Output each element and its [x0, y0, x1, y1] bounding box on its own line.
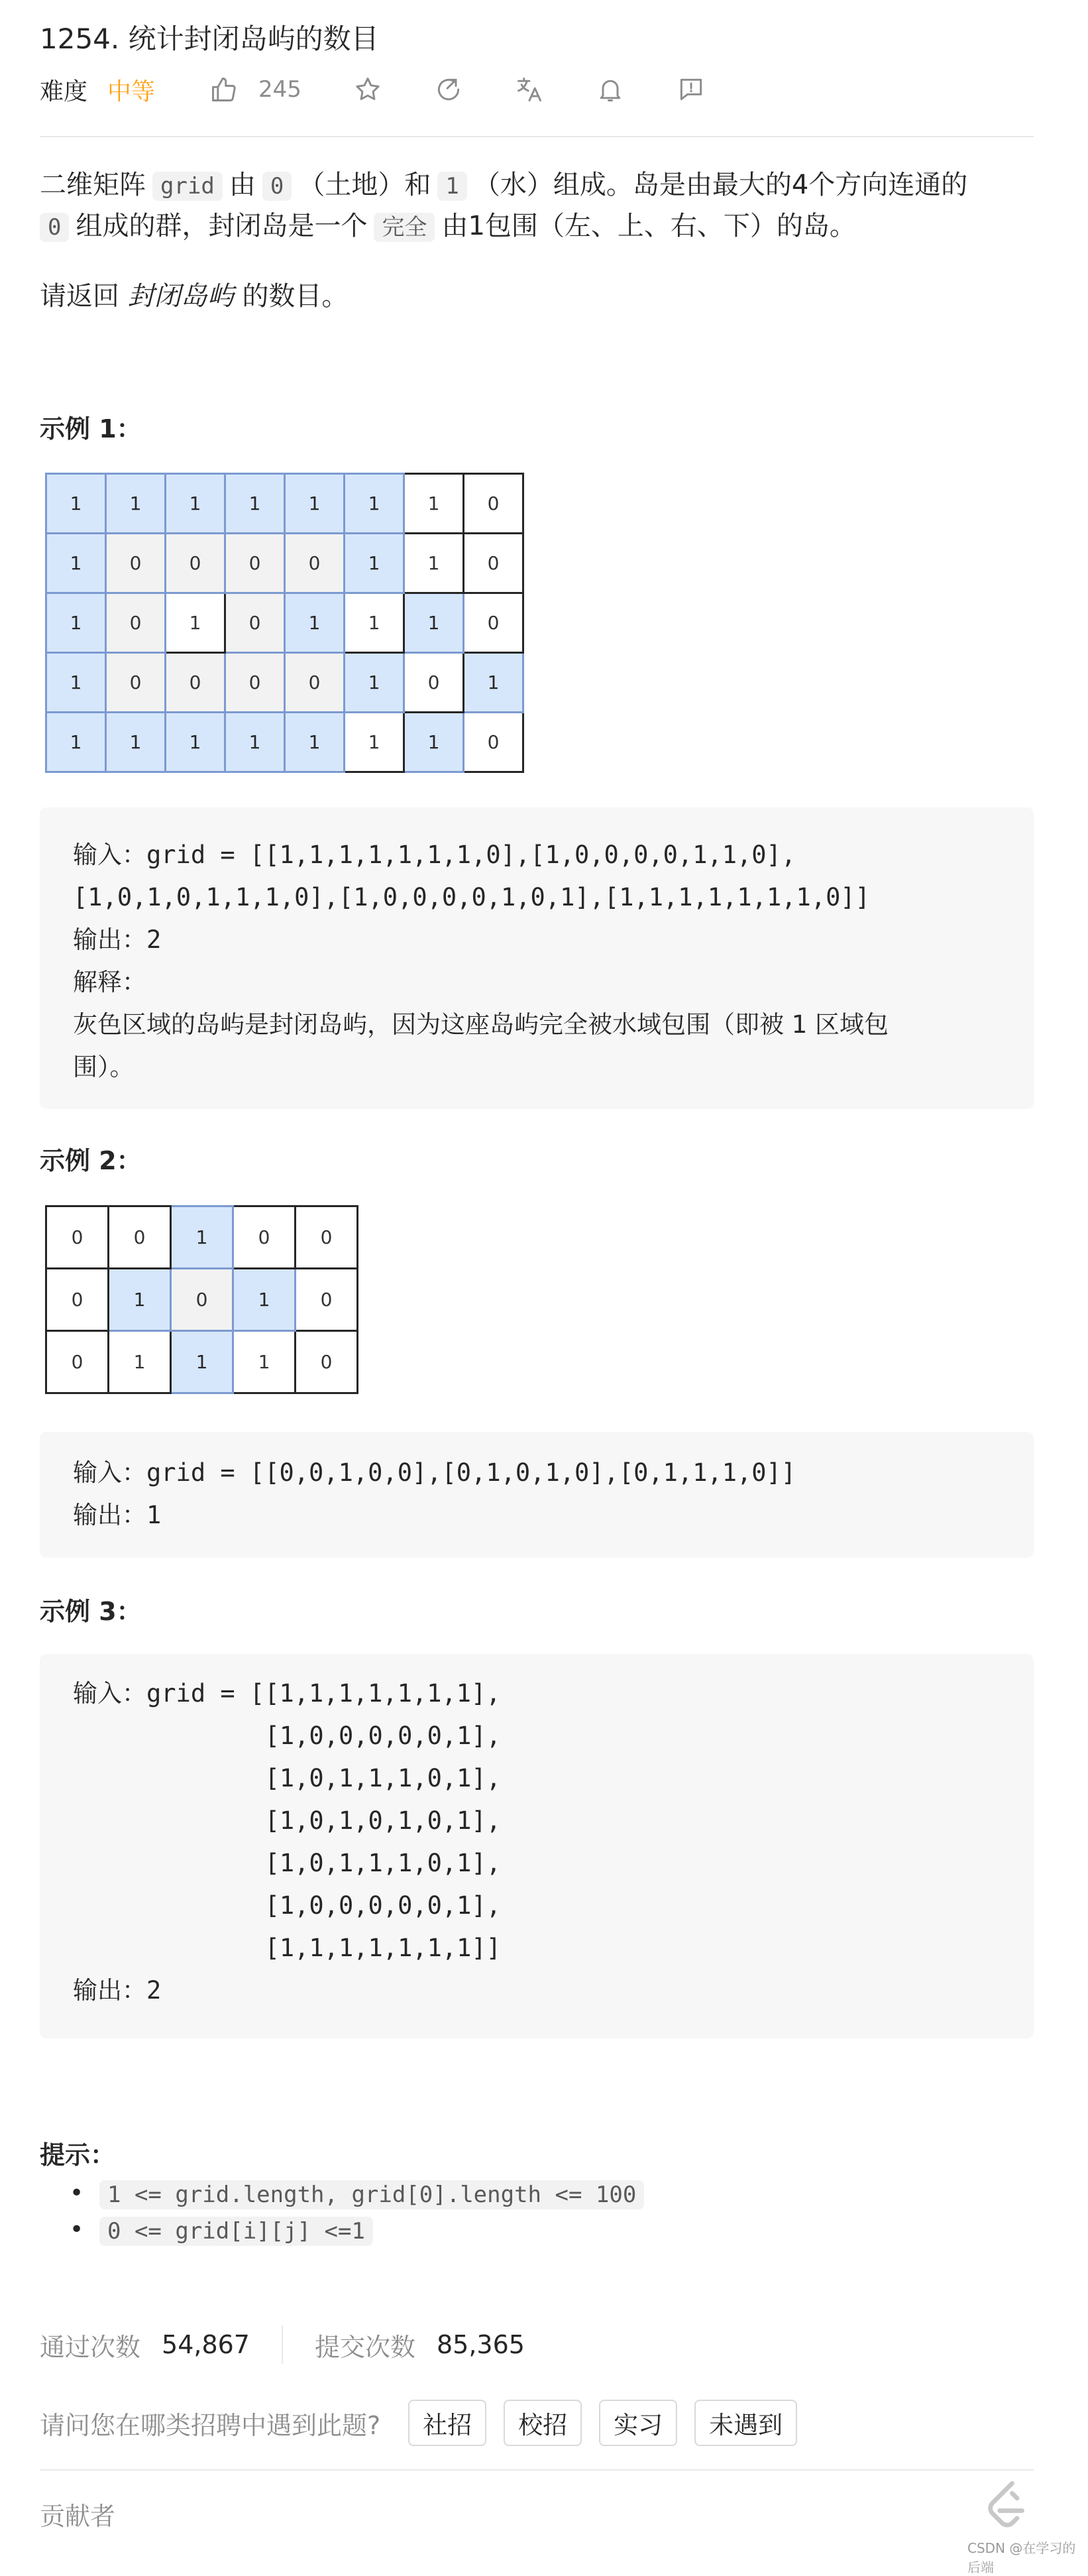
feedback-button[interactable] — [677, 75, 706, 104]
feedback-icon — [677, 75, 706, 104]
share-button[interactable] — [434, 75, 463, 104]
code-line: [1,0,1,1,1,0,1], — [73, 1849, 502, 1877]
code-line: 输出：1 — [73, 1501, 162, 1529]
grid-cell: 1 — [109, 1331, 171, 1393]
grid-cell: 1 — [225, 474, 285, 534]
grid-cell: 0 — [106, 593, 166, 653]
grid-cell: 1 — [171, 1206, 233, 1269]
bell-icon — [596, 75, 625, 104]
grid-cell: 0 — [46, 1269, 109, 1331]
grid-cell: 0 — [109, 1206, 171, 1269]
description-paragraph-3: 请返回 封闭岛屿 的数目。 — [40, 281, 349, 312]
accepted-value: 54,867 — [162, 2330, 250, 2359]
grid-cell: 1 — [46, 713, 106, 772]
grid-cell: 1 — [106, 713, 166, 772]
grid-cell: 0 — [166, 653, 225, 713]
grid-cell: 1 — [464, 653, 523, 713]
grid-cell: 0 — [106, 534, 166, 593]
grid-cell: 1 — [285, 713, 345, 772]
grid-cell: 1 — [166, 474, 225, 534]
favorite-button[interactable] — [353, 75, 382, 104]
survey-option-social[interactable]: 社招 — [408, 2400, 486, 2446]
grid-cell: 0 — [464, 593, 523, 653]
grid-cell: 1 — [106, 474, 166, 534]
grid-cell: 1 — [404, 534, 464, 593]
code-line: [1,0,1,0,1,0,1], — [73, 1806, 502, 1835]
code-line: 解释： — [73, 968, 146, 996]
grid-cell: 1 — [404, 474, 464, 534]
survey-option-campus[interactable]: 校招 — [504, 2400, 582, 2446]
grid-cell: 1 — [225, 713, 285, 772]
tip-item: • 0 <= grid[i][j] <=1 — [99, 2217, 644, 2245]
difficulty-value: 中等 — [107, 78, 156, 105]
survey-option-intern[interactable]: 实习 — [599, 2400, 677, 2446]
grid-cell: 1 — [233, 1269, 296, 1331]
code-line: 灰色区域的岛屿是封闭岛屿，因为这座岛屿完全被水域包围（即被 1 区域包 — [73, 1010, 889, 1039]
tips-list — [99, 2181, 644, 2254]
grid-cell: 1 — [46, 593, 106, 653]
grid-cell: 0 — [106, 653, 166, 713]
grid-cell: 0 — [225, 593, 285, 653]
contributors-section[interactable]: 贡献者 — [40, 2502, 116, 2531]
header-divider — [40, 136, 1034, 137]
stats-separator — [282, 2325, 283, 2364]
grid-cell: 1 — [345, 653, 404, 713]
code-line: [1,0,1,0,1,1,1,0],[1,0,0,0,0,1,0,1],[1,1,1,1,1,1,1,0]] — [73, 883, 870, 911]
translate-icon — [515, 75, 544, 104]
submitted-value: 85,365 — [437, 2330, 525, 2359]
grid-cell: 1 — [166, 593, 225, 653]
example-1-code-block — [40, 807, 1034, 1109]
grid-cell: 0 — [464, 474, 523, 534]
grid-cell: 0 — [296, 1269, 358, 1331]
grid-cell: 1 — [345, 474, 404, 534]
tips-heading: 提示： — [40, 2140, 116, 2170]
star-icon — [353, 75, 382, 104]
interview-survey — [40, 2400, 814, 2446]
grid-cell: 1 — [404, 713, 464, 772]
watermark-text: CSDN @在学习的后端 — [967, 2540, 1076, 2575]
grid-cell: 0 — [166, 534, 225, 593]
submission-stats — [40, 2325, 525, 2364]
example-3-code-block — [40, 1654, 1034, 2038]
code-line: 围）。 — [73, 1053, 135, 1081]
grid-cell: 1 — [345, 713, 404, 772]
translate-button[interactable] — [515, 75, 544, 104]
grid-cell: 1 — [345, 593, 404, 653]
grid-cell: 1 — [171, 1331, 233, 1393]
grid-cell: 0 — [464, 713, 523, 772]
submitted-label: 提交次数 — [314, 2332, 415, 2362]
thumbs-up-icon — [209, 75, 239, 104]
example-2-grid — [45, 1205, 358, 1394]
code-line: [1,0,0,0,0,0,1], — [73, 1891, 502, 1920]
grid-cell: 0 — [285, 653, 345, 713]
leetcode-logo-icon — [977, 2476, 1037, 2536]
problem-meta-bar — [40, 72, 706, 107]
grid-cell: 0 — [171, 1269, 233, 1331]
like-button[interactable] — [209, 75, 301, 104]
grid-cell: 1 — [109, 1269, 171, 1331]
grid-cell: 0 — [285, 534, 345, 593]
grid-cell: 1 — [166, 713, 225, 772]
description-paragraph-2: 0 组成的群，封闭岛是一个 完全 由1包围（左、上、右、下）的岛。 — [40, 205, 856, 248]
difficulty-label: 难度 — [40, 78, 88, 105]
code-line: [1,0,1,1,1,0,1], — [73, 1764, 502, 1792]
grid-cell: 1 — [404, 593, 464, 653]
grid-cell: 1 — [233, 1331, 296, 1393]
grid-cell: 0 — [233, 1206, 296, 1269]
code-line: 输入：grid = [[1,1,1,1,1,1,1], — [73, 1679, 501, 1708]
grid-cell: 0 — [46, 1206, 109, 1269]
code-line: [1,0,0,0,0,0,1], — [73, 1722, 502, 1750]
grid-cell: 1 — [285, 593, 345, 653]
survey-option-none[interactable]: 未遇到 — [694, 2400, 797, 2446]
subscribe-button[interactable] — [596, 75, 625, 104]
survey-question: 请问您在哪类招聘中遇到此题? — [40, 2410, 381, 2440]
problem-title: 1254. 统计封闭岛屿的数目 — [40, 23, 379, 55]
grid-cell: 0 — [46, 1331, 109, 1393]
grid-cell: 1 — [345, 534, 404, 593]
grid-cell: 0 — [225, 653, 285, 713]
tip-item: • 1 <= grid.length, grid[0].length <= 100 — [99, 2181, 644, 2208]
grid-cell: 1 — [46, 534, 106, 593]
example-2-heading: 示例 2： — [40, 1146, 142, 1175]
grid-cell: 0 — [296, 1206, 358, 1269]
example-2-code-block — [40, 1432, 1034, 1558]
grid-cell: 1 — [46, 653, 106, 713]
example-1-grid — [45, 473, 524, 773]
code-line: [1,1,1,1,1,1,1]] — [73, 1934, 502, 1962]
grid-cell: 0 — [404, 653, 464, 713]
code-line: 输入：grid = [[1,1,1,1,1,1,1,0],[1,0,0,0,0,1,1,0], — [73, 841, 796, 869]
share-icon — [434, 75, 463, 104]
grid-cell: 0 — [225, 534, 285, 593]
like-count: 245 — [258, 76, 301, 103]
grid-cell: 0 — [464, 534, 523, 593]
example-3-heading: 示例 3： — [40, 1597, 142, 1626]
grid-cell: 1 — [285, 474, 345, 534]
footer-divider — [40, 2469, 1034, 2471]
code-line: 输出：2 — [73, 925, 162, 954]
description-paragraph-1: 二维矩阵 grid 由 0 （土地）和 1 （水）组成。岛是由最大的4个方向连通的 — [40, 170, 968, 200]
grid-cell: 1 — [46, 474, 106, 534]
grid-cell: 0 — [296, 1331, 358, 1393]
code-line: 输出：2 — [73, 1976, 162, 2005]
accepted-label: 通过次数 — [40, 2332, 141, 2362]
example-1-heading: 示例 1： — [40, 414, 142, 443]
code-line: 输入：grid = [[0,0,1,0,0],[0,1,0,1,0],[0,1,1,1,0]] — [73, 1458, 796, 1487]
